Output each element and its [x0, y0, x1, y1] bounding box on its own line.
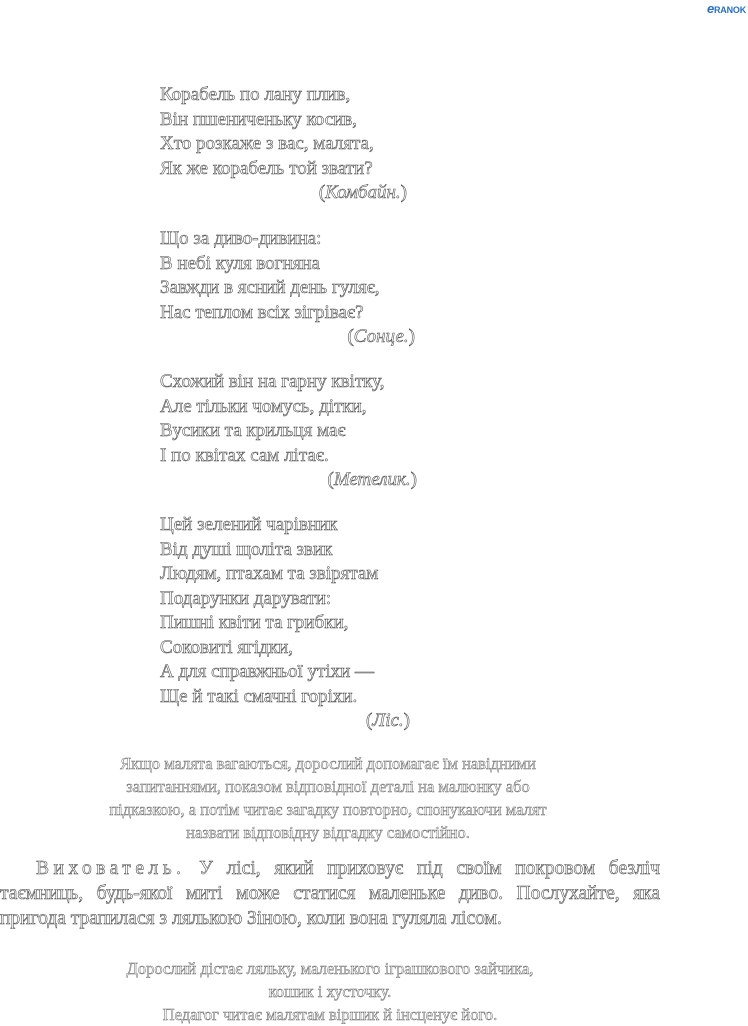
- paragraph-line: [0, 856, 660, 881]
- note-line: Дорослий дістає ляльку, маленького іграшкового зайчика,: [126, 959, 534, 978]
- riddle-line: В небі куля вогняна: [160, 252, 320, 274]
- riddle-line: Хто розкаже з вас, малята,: [160, 133, 374, 154]
- logo-brand: RANOK: [714, 5, 746, 15]
- paragraph-line: таємниць, будь-якої миті може статися маленьке диво. Послухайте, яка: [0, 883, 660, 904]
- riddle-line: Ще й такі смачні горіхи.: [160, 685, 358, 707]
- note-line: запитаннями, показом відповідної деталі на малюнку або: [126, 777, 530, 796]
- note-line: Якщо малята вагаються, дорослий допомагає їм навідними: [120, 754, 536, 773]
- riddle-answer-text: Ліс.: [372, 710, 404, 731]
- teacher-note: [8, 752, 648, 844]
- riddle-line: Завжди в ясний день гуляє,: [160, 277, 380, 298]
- riddle-line: Подарунки дарувати:: [160, 587, 332, 609]
- riddle-line: Нас теплом всіх зігріває?: [160, 301, 364, 323]
- riddle-line: Соковиті ягідки,: [160, 636, 294, 658]
- riddle-line: Вусики та крильця має: [160, 420, 346, 441]
- riddle-line: Корабель по лану плив,: [160, 84, 351, 105]
- riddle-answer-text: Комбайн.: [325, 182, 401, 203]
- note-line: Педагог читає малятам віршик й інсценує його.: [162, 1005, 498, 1024]
- riddle-line: Що за диво-дивина:: [160, 228, 322, 249]
- riddle-line: Але тільки чомусь, дітки,: [160, 395, 367, 417]
- note-line: назвати відповідну відгадку самостійно.: [186, 823, 470, 842]
- riddle-3: [160, 370, 422, 493]
- riddle-line: Він пшениченьку косив,: [160, 108, 358, 130]
- riddle-line: Пишні квіти та грибки,: [160, 612, 349, 633]
- riddle-answer: (Комбайн.): [318, 182, 407, 203]
- riddle-line: А для справжньої утіхи —: [160, 661, 375, 682]
- riddle-1: [160, 83, 422, 206]
- speaker-name: Вихователь.: [36, 858, 186, 879]
- riddle-line: Від душі щоліта звик: [160, 538, 333, 560]
- riddle-line: Схожий він на гарну квітку,: [160, 371, 385, 392]
- educator-paragraph: [0, 856, 660, 931]
- riddle-answer-text: Метелик.: [333, 469, 411, 490]
- paragraph-text: У лісі, який приховує під своїм покровом безліч: [199, 858, 661, 879]
- teacher-note-2: [10, 957, 650, 1026]
- riddle-answer-text: Сонце.: [353, 326, 409, 347]
- note-line: кошик і хусточку.: [268, 982, 392, 1001]
- riddle-answer: (Сонце.): [347, 326, 415, 347]
- riddle-line: Як же корабель той звати?: [160, 157, 373, 179]
- riddle-4: [160, 513, 422, 734]
- paragraph-line: пригода трапилася з лялькою Зіною, коли вона гуляла лісом.: [0, 908, 502, 929]
- riddle-2: [160, 227, 422, 350]
- note-line: підказкою, а потім читає загадку повторно, спонукаючи малят: [109, 800, 547, 819]
- riddle-line: Людям, птахам та звірятам: [160, 563, 379, 584]
- riddle-answer: (Метелик.): [327, 469, 417, 490]
- riddle-line: І по квітах сам літає.: [160, 444, 329, 466]
- riddle-answer: (Ліс.): [366, 710, 410, 731]
- publisher-logo: [707, 1, 746, 16]
- riddle-line: Цей зелений чарівник: [160, 514, 338, 535]
- logo-e: e: [706, 1, 714, 16]
